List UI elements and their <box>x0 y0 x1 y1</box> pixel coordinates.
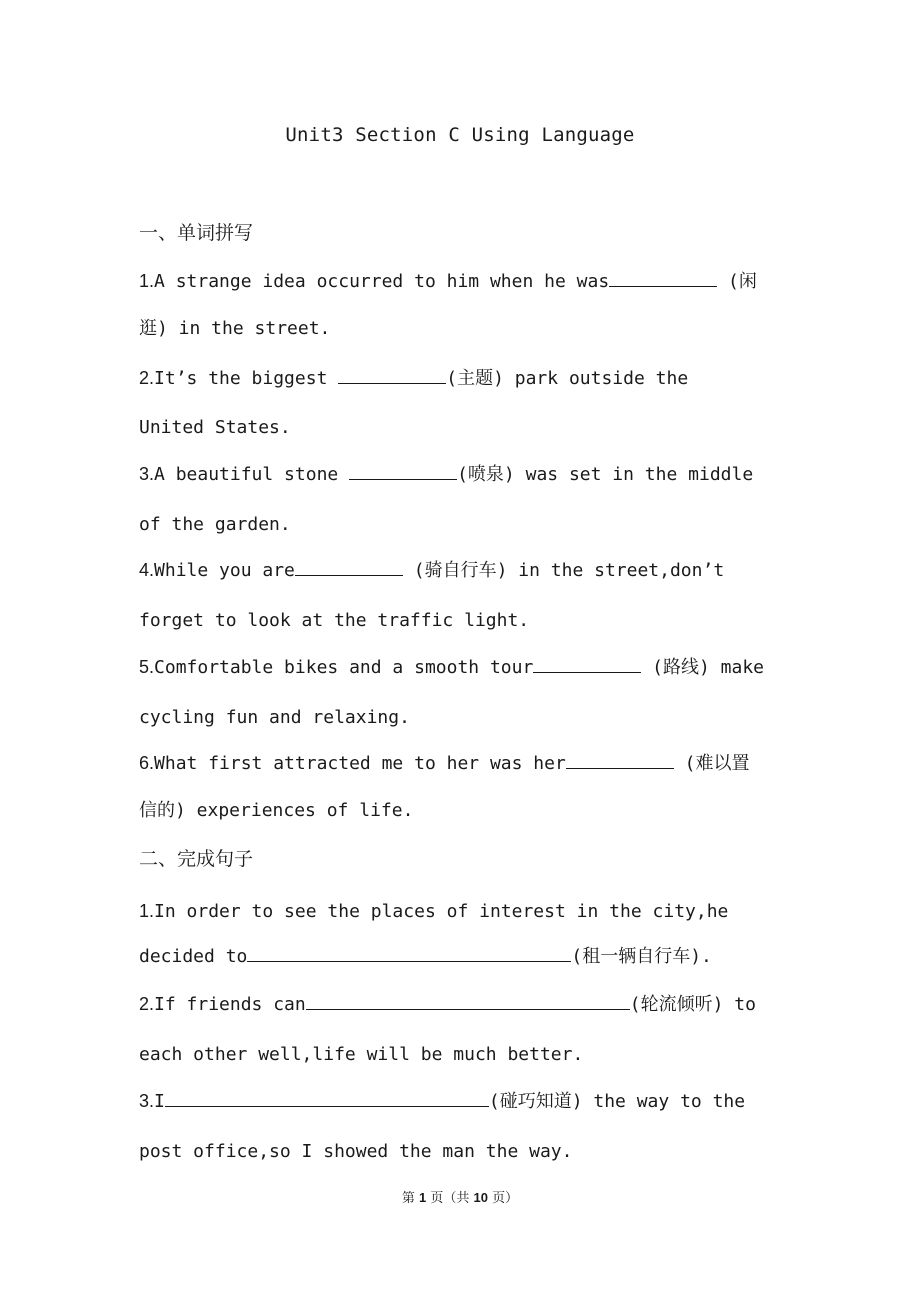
page-number: 1 <box>419 1190 427 1205</box>
question-1-5-cont: cycling fun and relaxing. <box>139 707 410 728</box>
answer-blank[interactable] <box>165 1089 489 1107</box>
question-1-2-cont: United States. <box>139 417 291 438</box>
question-2-2: 2.If friends can (轮流倾听) to <box>139 994 756 1015</box>
question-1-3-cont: of the garden. <box>139 514 291 535</box>
question-2-1-cont: decided to (租一辆自行车). <box>139 946 712 967</box>
answer-blank[interactable] <box>349 462 457 480</box>
question-1-1: 1.A strange idea occurred to him when he was (闲 <box>139 271 757 292</box>
answer-blank[interactable] <box>566 751 674 769</box>
question-1-6: 6.What first attracted me to her was her (难以置 <box>139 753 750 774</box>
section-heading-complete-sentences: 二、完成句子 <box>139 848 254 870</box>
section-heading-word-spelling: 一、单词拼写 <box>139 222 254 244</box>
document-title: Unit3 Section C Using Language <box>285 124 635 146</box>
answer-blank[interactable] <box>247 944 571 962</box>
question-2-3-cont: post office,so I showed the man the way. <box>139 1141 573 1162</box>
answer-blank[interactable] <box>609 269 717 287</box>
question-2-3: 3.I (碰巧知道) the way to the <box>139 1091 746 1112</box>
question-1-1-cont: 逛) in the street. <box>139 318 331 339</box>
total-pages: 10 <box>473 1190 488 1205</box>
answer-blank[interactable] <box>306 992 630 1010</box>
question-1-4: 4.While you are (骑自行车) in the street,don’t <box>139 560 725 581</box>
answer-blank[interactable] <box>295 558 403 576</box>
question-1-3: 3.A beautiful stone (喷泉) was set in the middle <box>139 464 754 485</box>
page-footer: 第 1 页（共 10 页） <box>401 1190 519 1206</box>
question-1-6-cont: 信的) experiences of life. <box>139 800 414 821</box>
question-1-5: 5.Comfortable bikes and a smooth tour (路线) make <box>139 657 765 678</box>
question-2-2-cont: each other well,life will be much better. <box>139 1044 584 1065</box>
question-1-2: 2.It’s the biggest (主题) park outside the <box>139 368 689 389</box>
question-2-1: 1.In order to see the places of interest in the city,he <box>139 901 729 922</box>
answer-blank[interactable] <box>533 655 641 673</box>
question-1-4-cont: forget to look at the traffic light. <box>139 610 530 631</box>
answer-blank[interactable] <box>338 366 446 384</box>
